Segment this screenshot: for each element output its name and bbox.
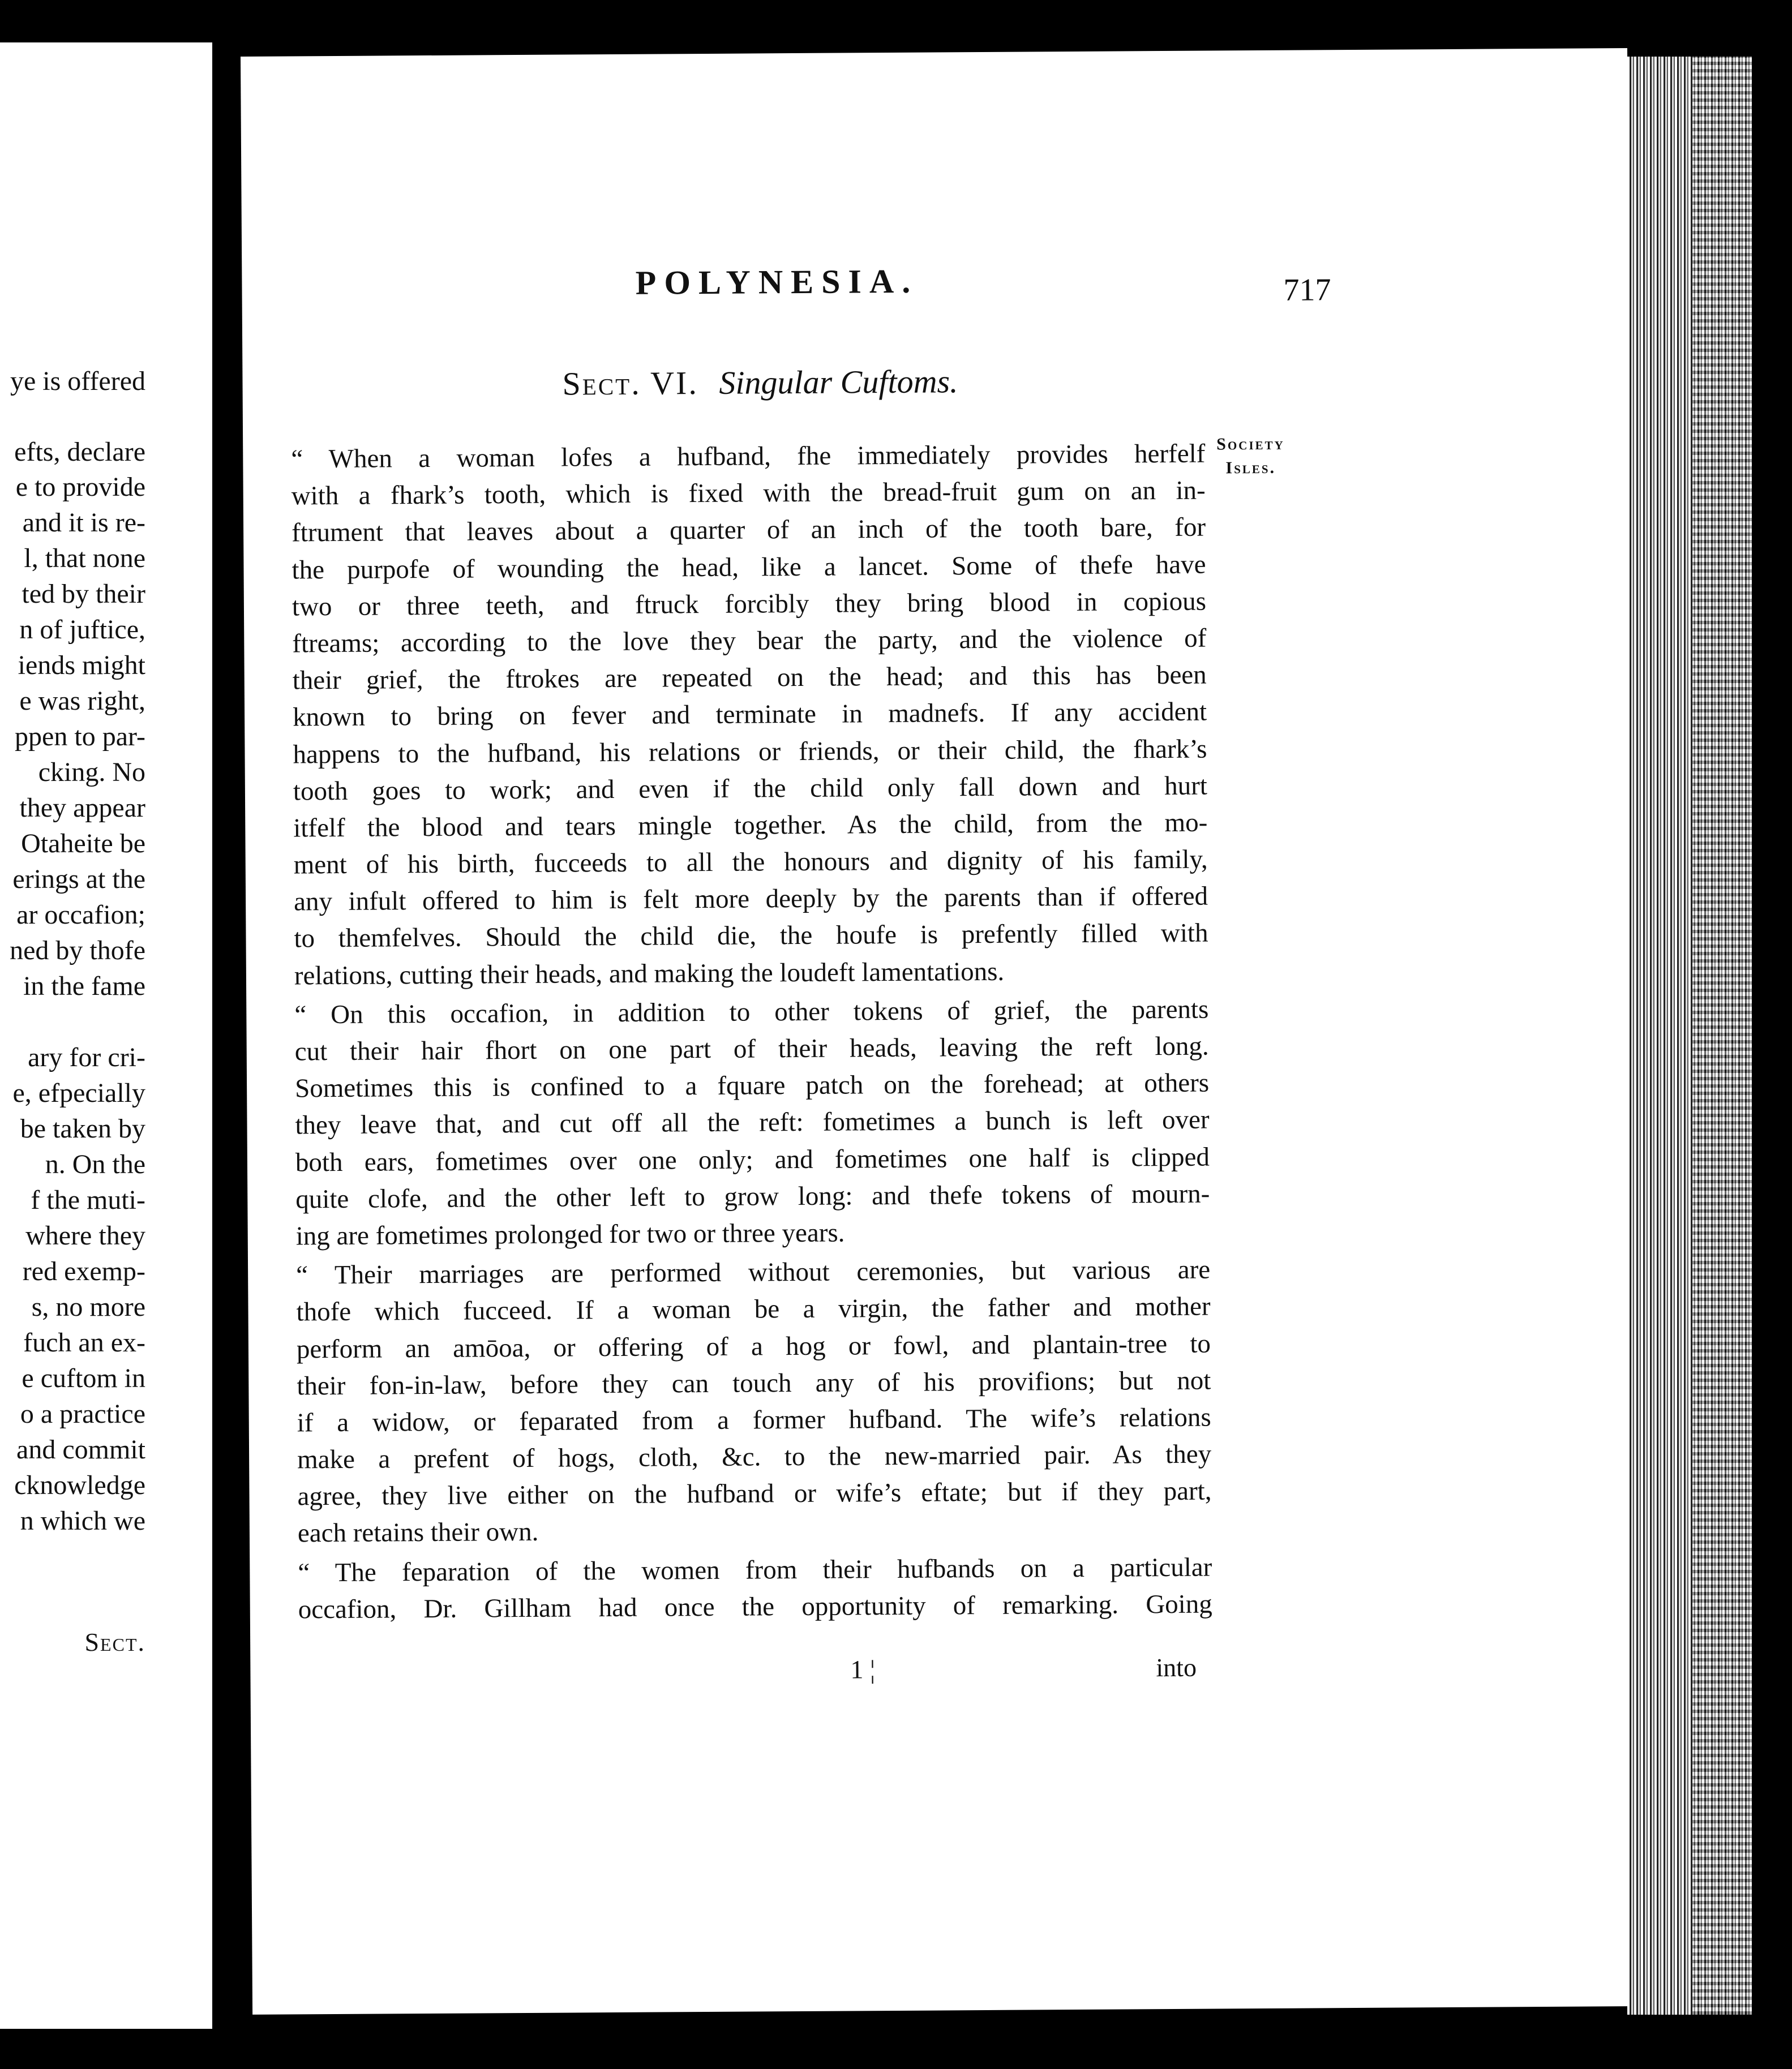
text-line: quite clofe, and the other left to grow long: and thefe tokens of mourn- [295, 1179, 1210, 1214]
text-line: “ Their marriages are performed without ceremonies, but various are [295, 1255, 1211, 1290]
left-page-line: fuch an ex- [23, 1328, 145, 1358]
left-page-line: e was right, [19, 686, 145, 716]
left-page-line: efts, declare [14, 437, 145, 467]
text-line: relations, cutting their heads, and making the loudeft lamentations. [294, 956, 1005, 991]
text-line: make a prefent of hogs, cloth, &c. to the new-married pair. As they [297, 1439, 1212, 1475]
text-line: thofe which fucceed. If a woman be a virgin, the father and mother [296, 1291, 1211, 1327]
left-page-line: ye is offered [10, 366, 145, 396]
left-page-line: e to provide [15, 472, 145, 502]
marginal-note [1216, 432, 1285, 480]
section-heading [562, 362, 958, 402]
text-line: they leave that, and cut off all the reft: fometimes a bunch is left over [295, 1105, 1210, 1140]
text-line: their fon-in-law, before they can touch any of his provifions; but not [297, 1366, 1211, 1401]
left-page-line: iends might [18, 650, 145, 680]
left-catchword: Sect. [84, 1628, 145, 1656]
text-line: cut their hair fhort on one part of their heads, leaving the reft long. [294, 1031, 1209, 1067]
text-line: ing are fometimes prolonged for two or three years. [295, 1218, 845, 1251]
left-page-line: l, that none [24, 543, 145, 573]
text-line: Sometimes this is confined to a fquare patch on the forehead; at others [294, 1068, 1210, 1104]
text-line: “ The feparation of the women from their hufbands on a particular [298, 1552, 1212, 1588]
text-line: “ When a woman lofes a hufband, fhe immediately provides herfelf [291, 439, 1206, 474]
text-line: both ears, fometimes over one only; and fometimes one half is clipped [295, 1142, 1210, 1178]
left-page-line: they appear [19, 793, 145, 823]
main-page [241, 48, 1639, 2015]
left-page-line: n which we [20, 1506, 145, 1536]
left-page-line: erings at the [12, 864, 145, 894]
left-page-line: n of juftice, [19, 615, 145, 645]
text-line: perform an amōoa, or offering of a hog or fowl, and plantain-tree to [296, 1329, 1211, 1364]
text-line: if a widow, or feparated from a former hufband. The wife’s relations [297, 1402, 1211, 1438]
left-page-line: e cuftom in [22, 1363, 145, 1393]
catchword: into [1156, 1652, 1197, 1682]
left-page-line: and commit [16, 1435, 145, 1465]
text-line: ftrument that leaves about a quarter of an inch of the tooth bare, for [291, 512, 1206, 548]
left-page-line: s, no more [31, 1292, 145, 1322]
book-gutter [212, 42, 241, 2029]
left-page-line: o a practice [20, 1399, 145, 1429]
marginal-note-line: Isles. [1225, 458, 1276, 478]
left-page-line: cknowledge [14, 1470, 145, 1500]
text-line: ftreams; according to the love they bear the party, and the violence of [292, 623, 1207, 659]
left-page-line: where they [25, 1221, 145, 1251]
page-fore-edge-shading [1692, 57, 1752, 2015]
left-page-line: be taken by [20, 1114, 145, 1144]
text-line: agree, they live either on the hufband or wife’s eftate; but if they part, [297, 1476, 1212, 1512]
left-page-line: ted by their [22, 579, 145, 609]
left-page-line: e, efpecially [12, 1078, 145, 1108]
text-line: happens to the hufband, his relations or friends, or their child, the fhark’s [293, 734, 1207, 769]
text-line: ment of his birth, fucceeds to all the honours and dignity of his family, [293, 844, 1208, 880]
left-page-line: cking. No [38, 757, 145, 787]
left-page-line: in the fame [23, 971, 145, 1001]
left-page-line: and it is re- [22, 508, 145, 538]
text-line: “ On this occafion, in addition to other tokens of grief, the parents [294, 994, 1209, 1030]
paragraph [294, 991, 1210, 1255]
text-line: to themfelves. Should the child die, the houfe is prefently filled with [294, 918, 1208, 954]
text-line: occafion, Dr. Gillham had once the opportunity of remarking. Going [298, 1589, 1212, 1625]
text-line: known to bring on fever and terminate in madnefs. If any accident [292, 697, 1207, 732]
left-page-line: ned by thofe [10, 935, 145, 965]
left-page-line: n. On the [45, 1149, 145, 1179]
text-line: two or three teeth, and ftruck forcibly they bring blood in copious [291, 586, 1207, 622]
left-page-line: ppen to par- [15, 722, 145, 752]
left-facing-page [0, 42, 212, 2029]
left-page-line: ary for cri- [28, 1042, 145, 1072]
marginal-note-line: Society [1216, 434, 1285, 454]
section-title: Singular Cuftoms. [719, 363, 958, 401]
page-number: 717 [1283, 272, 1331, 308]
left-page-line: ar occafion; [16, 900, 145, 930]
left-page-line: Otaheite be [21, 829, 145, 858]
text-line: itfelf the blood and tears mingle together. As the child, from the mo- [293, 808, 1208, 843]
text-line: their grief, the ftrokes are repeated on the head; and this has been [292, 660, 1207, 696]
paragraph [291, 436, 1208, 995]
text-line: the purpofe of wounding the head, like a lancet. Some of thefe have [291, 550, 1206, 585]
left-page-line: f the muti- [31, 1185, 145, 1215]
section-label: Sect. VI. [562, 364, 699, 402]
text-line: any infult offered to him is felt more deeply by the parents than if offered [293, 881, 1208, 917]
left-page-line: red exemp- [22, 1256, 145, 1286]
body-text [291, 436, 1212, 1629]
text-line: tooth goes to work; and even if the child only fall down and hurt [293, 771, 1208, 806]
text-line: with a fhark’s tooth, which is fixed with the bread-fruit gum on an in- [291, 475, 1206, 511]
paragraph [296, 1252, 1212, 1552]
text-line: each retains their own. [297, 1517, 539, 1548]
running-head: POLYNESIA. [635, 262, 919, 302]
signature-mark: 1 ¦ [850, 1655, 876, 1684]
paragraph [298, 1549, 1212, 1628]
